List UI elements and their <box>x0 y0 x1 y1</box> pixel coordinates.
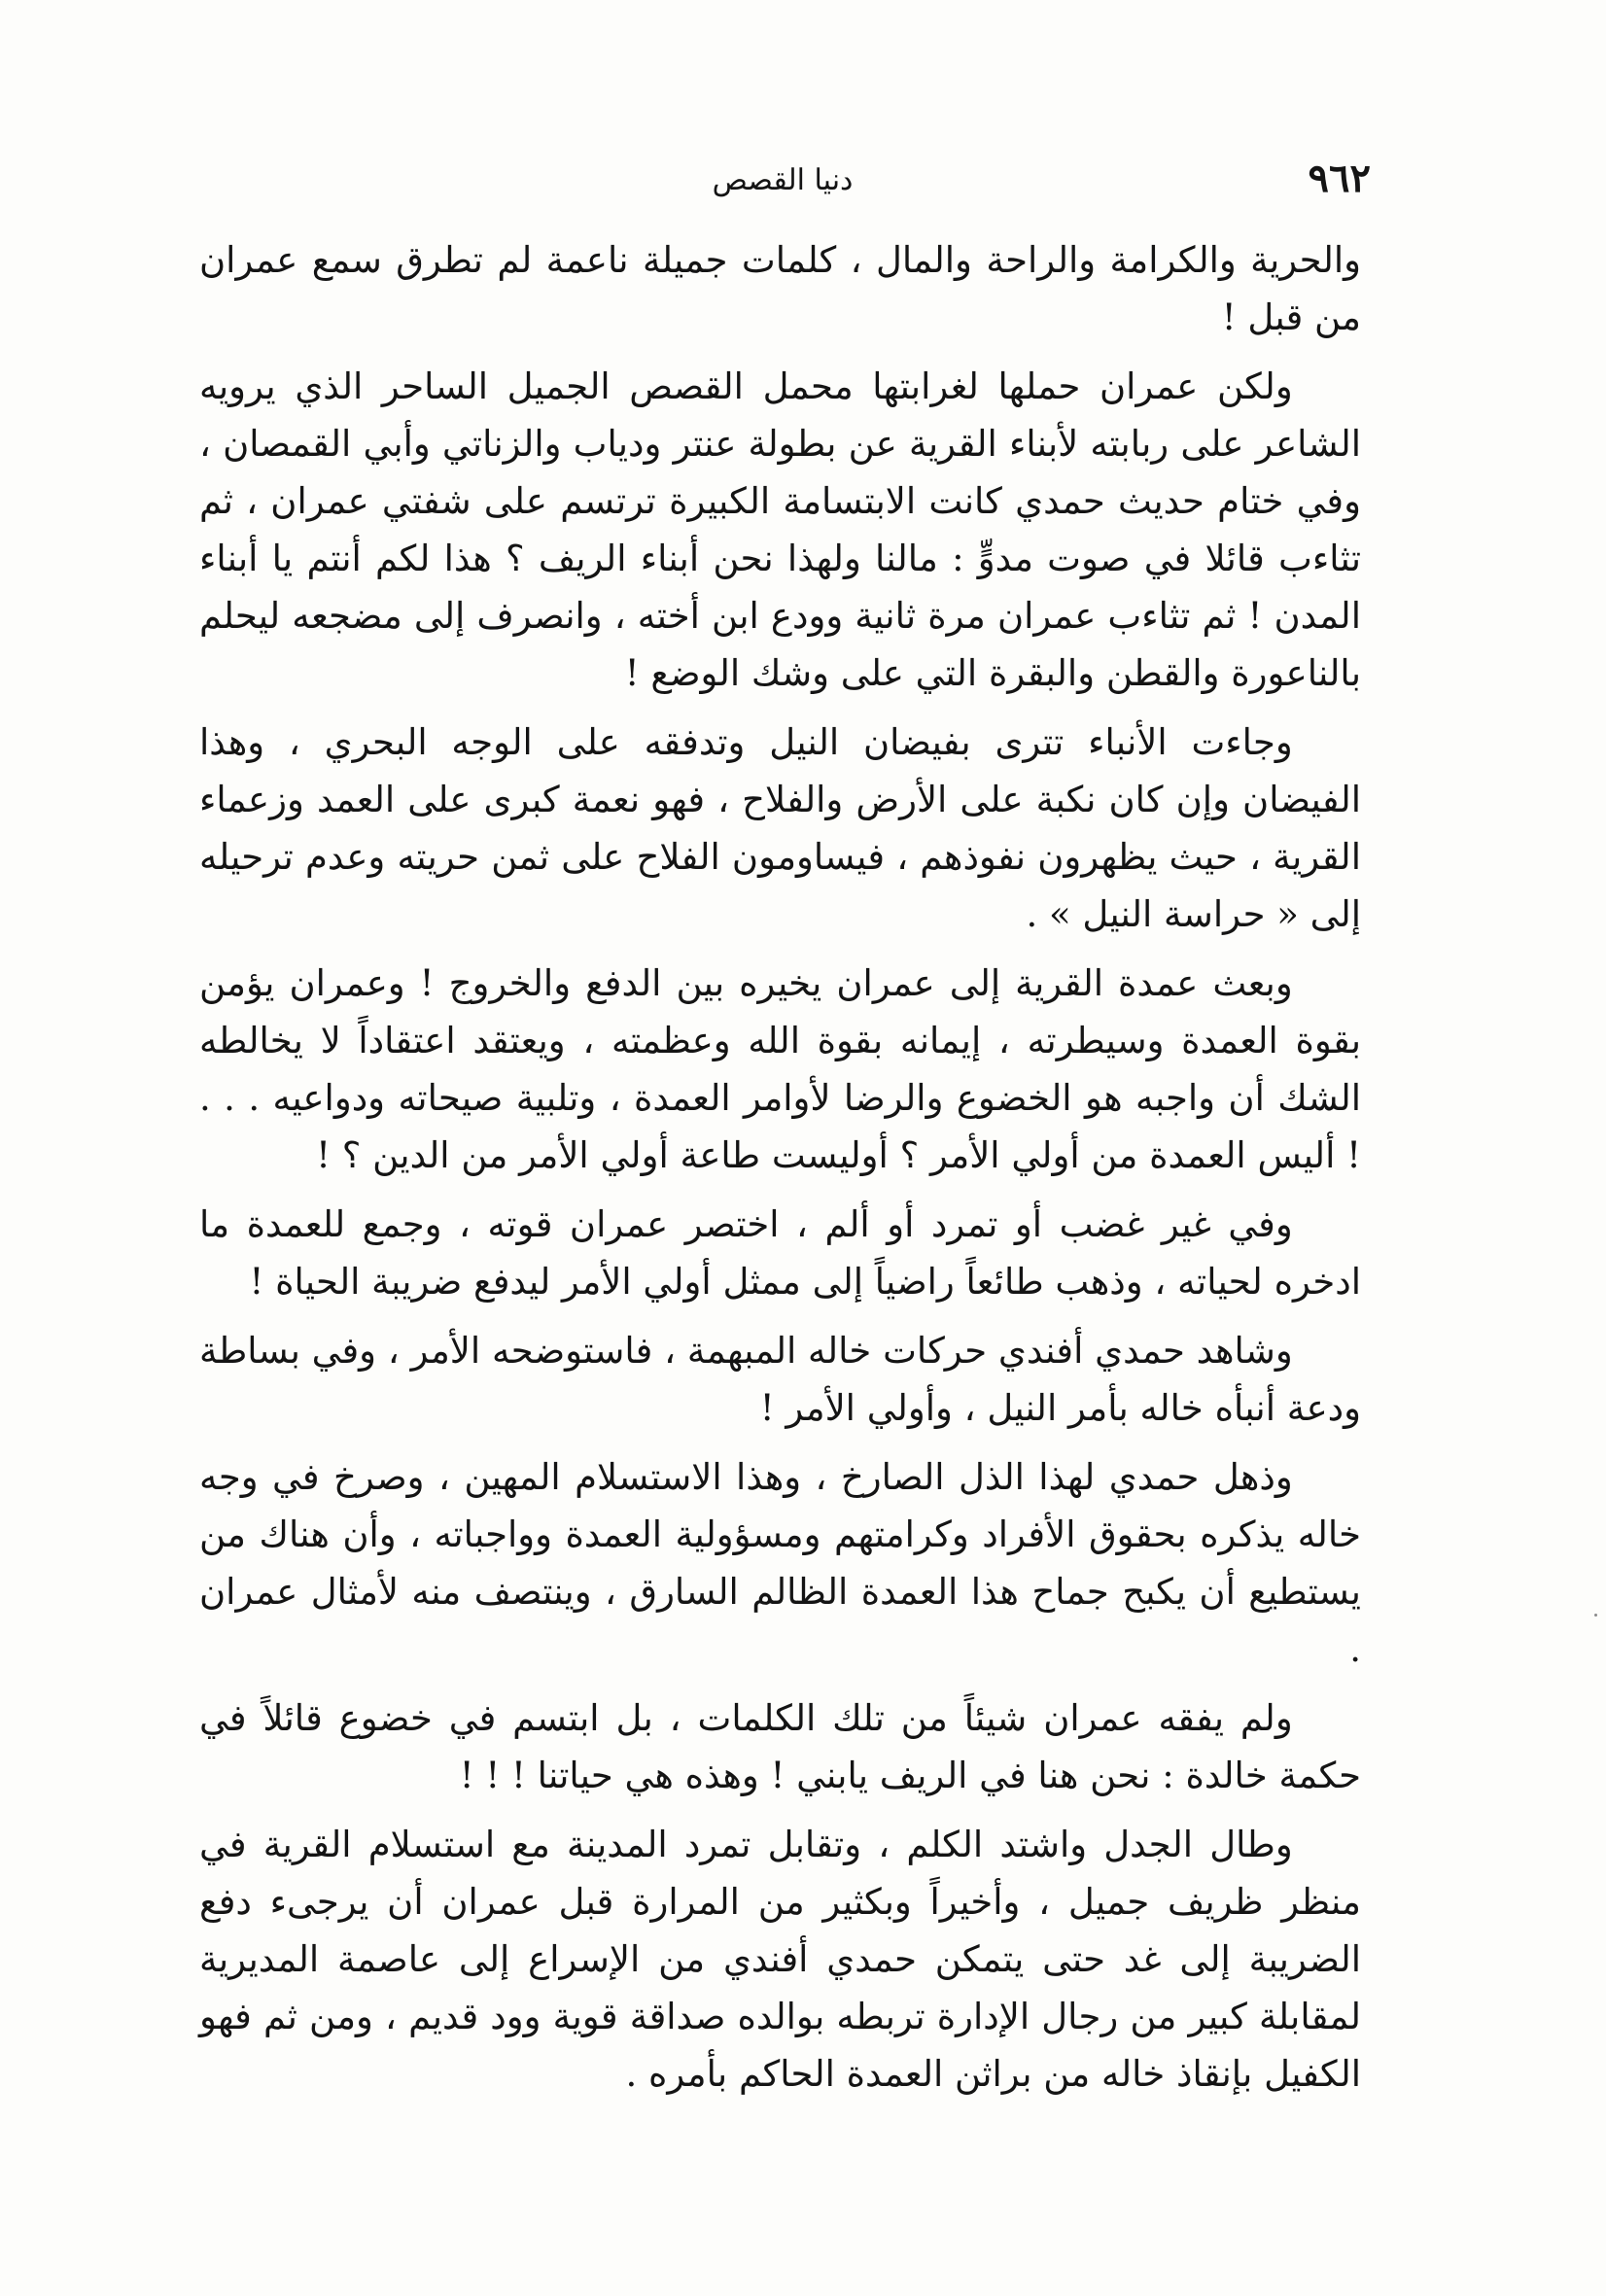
paragraph-3: وجاءت الأنباء تترى بفيضان النيل وتدفقه على الوجه البحري ، وهذا الفيضان وإن كان نكبة على الأرض والفلاح ، فهو نعمة كبرى على العمد وزعماء القرية ، حيث يظهرون نفوذهم ، فيساومون الفلاح على ثمن حريته وعدم ترحيله إلى « حراسة النيل » . <box>199 721 1361 935</box>
paragraph-5: وفي غير غضب أو تمرد أو ألم ، اختصر عمران قوته ، وجمع للعمدة ما ادخره لحياته ، وذهب طائعاً راضياً إلى ممثل أولي الأمر ليدفع ضريبة الحياة ! <box>199 1203 1361 1303</box>
paragraph-6: وشاهد حمدي أفندي حركات خاله المبهمة ، فاستوضحه الأمر ، وفي بساطة ودعة أنبأه خاله بأمر النيل ، وأولي الأمر ! <box>199 1330 1361 1429</box>
page-header <box>194 156 1371 214</box>
paragraph-4: وبعث عمدة القرية إلى عمران يخيره بين الدفع والخروج ! وعمران يؤمن بقوة العمدة وسيطرته ، إيمانه بقوة الله وعظمته ، ويعتقد اعتقاداً لا يخالطه الشك أن واجبه هو الخضوع والرضا لأوامر العمدة ، وتلبية صيحاته ودواعيه . . . ! أليس العمدة من أولي الأمر ؟ أوليست طاعة أولي الأمر من الدين ؟ ! <box>199 962 1361 1176</box>
running-title: دنيا القصص <box>712 163 854 197</box>
paragraph-7: وذهل حمدي لهذا الذل الصارخ ، وهذا الاستسلام المهين ، وصرخ في وجه خاله يذكره بحقوق الأفراد وكرامتهم ومسؤولية العمدة وواجباته ، وأن هناك من يستطيع أن يكبح جماح هذا العمدة الظالم السارق ، وينتصف منه لأمثال عمران . <box>199 1456 1361 1670</box>
paragraph-2: ولكن عمران حملها لغرابتها محمل القصص الجميل الساحر الذي يرويه الشاعر على ربابته لأبناء القرية عن بطولة عنتر ودياب والزناتي وأبي القمصان ، وفي ختام حديث حمدي كانت الابتسامة الكبيرة ترتسم على شفتي عمران ، ثم تثاءب قائلا في صوت مدوٍّ : مالنا ولهذا نحن أبناء الريف ؟ هذا لكم أنتم يا أبناء المدن ! ثم تثاءب عمران مرة ثانية وودع ابن أخته ، وانصرف إلى مضجعه ليحلم بالناعورة والقطن والبقرة التي على وشك الوضع ! <box>199 365 1361 694</box>
page-number: ٩٦٢ <box>1308 156 1371 201</box>
body-text <box>199 231 1361 2114</box>
paragraph-9: وطال الجدل واشتد الكلم ، وتقابل تمرد المدينة مع استسلام القرية في منظر ظريف جميل ، وأخيراً وبكثير من المرارة قبل عمران أن يرجىء دفع الضريبة إلى غد حتى يتمكن حمدي أفندي من الإسراع إلى عاصمة المديرية لمقابلة كبير من رجال الإدارة تربطه بوالده صداقة قوية وود قديم ، ومن ثم فهو الكفيل بإنقاذ خاله من براثن العمدة الحاكم بأمره . <box>199 1824 1361 2095</box>
paragraph-1: والحرية والكرامة والراحة والمال ، كلمات جميلة ناعمة لم تطرق سمع عمران من قبل ! <box>199 239 1361 338</box>
scan-speck <box>1594 1614 1597 1617</box>
paragraph-8: ولم يفقه عمران شيئاً من تلك الكلمات ، بل ابتسم في خضوع قائلاً في حكمة خالدة : نحن هنا في الريف يابني ! وهذه هي حياتنا ! ! ! <box>199 1697 1361 1796</box>
